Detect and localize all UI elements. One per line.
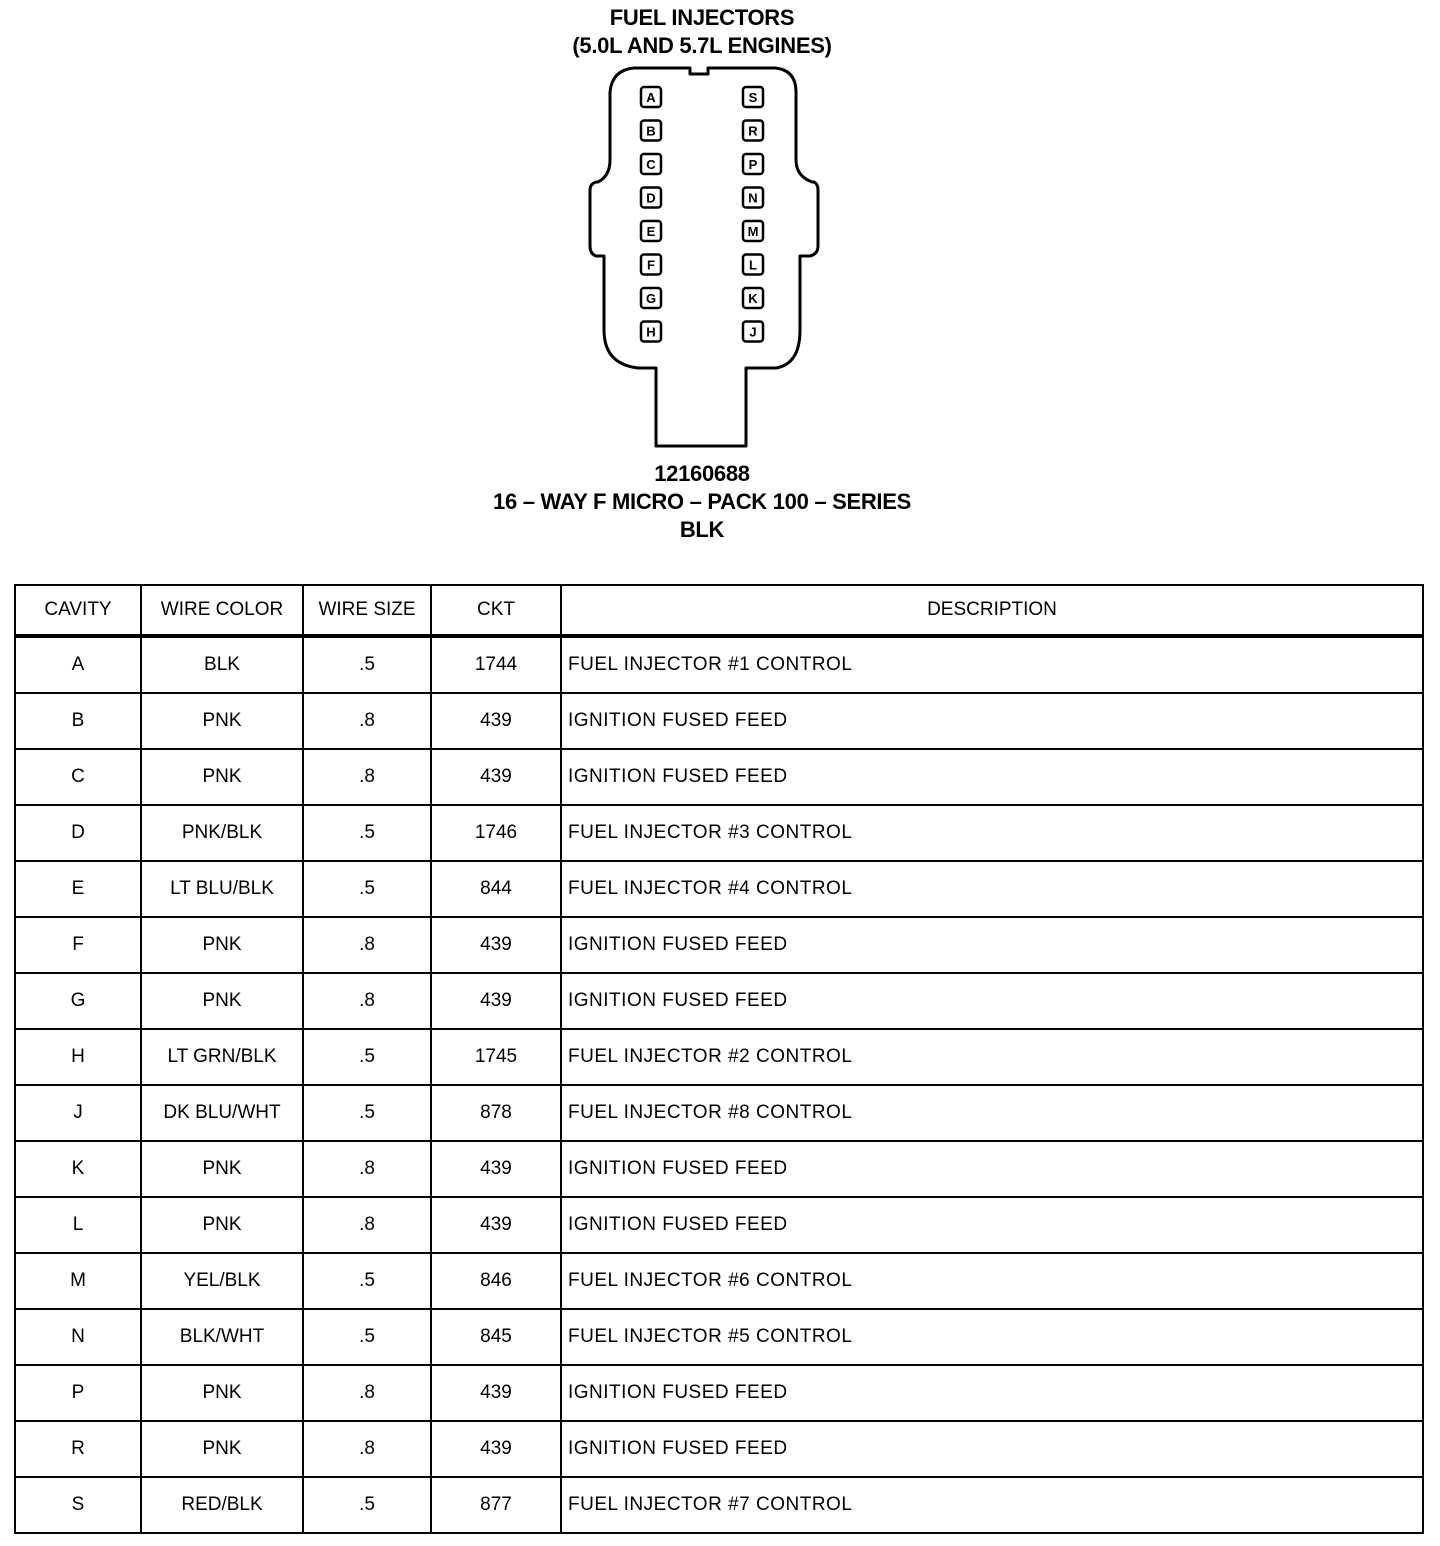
diagram-title: FUEL INJECTORS — [609, 5, 795, 30]
table-row — [15, 973, 1423, 1029]
cell-description: FUEL INJECTOR #1 CONTROL — [561, 636, 1423, 693]
pin-cavity — [641, 288, 661, 308]
header-wire-size: WIRE SIZE — [303, 585, 431, 636]
cell-cavity: D — [15, 805, 141, 861]
cell-description: FUEL INJECTOR #3 CONTROL — [561, 805, 1423, 861]
cell-wire-size: .5 — [303, 805, 431, 861]
table-row — [15, 1085, 1423, 1141]
cell-cavity: J — [15, 1085, 141, 1141]
pin-column-right — [743, 87, 763, 342]
cell-description: FUEL INJECTOR #2 CONTROL — [561, 1029, 1423, 1085]
cell-ckt: 845 — [431, 1309, 561, 1365]
table-row — [15, 1029, 1423, 1085]
header-cavity: CAVITY — [15, 585, 141, 636]
cell-wire-size: .5 — [303, 636, 431, 693]
cell-cavity: G — [15, 973, 141, 1029]
pin-label: C — [646, 157, 656, 172]
pin-label: H — [646, 324, 656, 340]
cell-cavity: P — [15, 1365, 141, 1421]
cell-wire-size: .5 — [303, 1085, 431, 1141]
cell-wire-size: .5 — [303, 1029, 431, 1085]
table-row — [15, 1421, 1423, 1477]
cell-ckt: 439 — [431, 749, 561, 805]
cell-wire-color: PNK — [141, 1421, 303, 1477]
cell-cavity: L — [15, 1197, 141, 1253]
cell-wire-color: YEL/BLK — [141, 1253, 303, 1309]
cell-ckt: 439 — [431, 973, 561, 1029]
cell-cavity: C — [15, 749, 141, 805]
pin-label: G — [645, 291, 657, 306]
pin-label: S — [748, 90, 758, 105]
cell-wire-size: .8 — [303, 1365, 431, 1421]
cell-wire-color: PNK/BLK — [141, 805, 303, 861]
pin-cavity — [641, 188, 661, 208]
cell-cavity: F — [15, 917, 141, 973]
cell-wire-color: RED/BLK — [141, 1477, 303, 1533]
pin-cavity — [641, 87, 661, 107]
cell-cavity: B — [15, 693, 141, 749]
cell-wire-size: .8 — [303, 1421, 431, 1477]
cell-wire-color: PNK — [141, 973, 303, 1029]
table-row — [15, 1141, 1423, 1197]
pin-label: K — [748, 291, 758, 306]
cell-description: IGNITION FUSED FEED — [561, 1141, 1423, 1197]
cell-wire-color: PNK — [141, 1365, 303, 1421]
table-row — [15, 1477, 1423, 1533]
pin-label: A — [646, 90, 656, 105]
cell-description: IGNITION FUSED FEED — [561, 917, 1423, 973]
cell-description: IGNITION FUSED FEED — [561, 1421, 1423, 1477]
pin-cavity — [641, 221, 661, 241]
connector-color: BLK — [679, 517, 725, 542]
cell-cavity: M — [15, 1253, 141, 1309]
cell-cavity: A — [15, 636, 141, 693]
header-description: DESCRIPTION — [561, 585, 1423, 636]
table-header-row — [15, 585, 1423, 636]
cell-ckt: 878 — [431, 1085, 561, 1141]
table-row — [15, 805, 1423, 861]
cell-description: FUEL INJECTOR #4 CONTROL — [561, 861, 1423, 917]
cell-ckt: 439 — [431, 1365, 561, 1421]
cell-ckt: 439 — [431, 1197, 561, 1253]
cell-wire-size: .8 — [303, 973, 431, 1029]
pin-label: N — [748, 190, 758, 206]
pin-cavity — [743, 188, 763, 208]
cell-ckt: 877 — [431, 1477, 561, 1533]
cell-wire-size: .8 — [303, 749, 431, 805]
cell-cavity: K — [15, 1141, 141, 1197]
pin-cavity — [743, 322, 763, 342]
cell-ckt: 439 — [431, 1421, 561, 1477]
pin-cavity — [743, 154, 763, 174]
pin-label: F — [647, 257, 655, 273]
cell-wire-size: .5 — [303, 861, 431, 917]
cell-wire-size: .8 — [303, 1141, 431, 1197]
cell-cavity: N — [15, 1309, 141, 1365]
cell-wire-size: .8 — [303, 1197, 431, 1253]
pin-cavity — [743, 221, 763, 241]
pin-cavity — [641, 255, 661, 275]
header-ckt: CKT — [431, 585, 561, 636]
cell-ckt: 439 — [431, 693, 561, 749]
cell-description: IGNITION FUSED FEED — [561, 749, 1423, 805]
cell-wire-color: LT BLU/BLK — [141, 861, 303, 917]
table-row — [15, 749, 1423, 805]
cell-description: FUEL INJECTOR #7 CONTROL — [561, 1477, 1423, 1533]
cell-wire-color: PNK — [141, 917, 303, 973]
cell-ckt: 439 — [431, 1141, 561, 1197]
pin-cavity — [743, 87, 763, 107]
table-row — [15, 1365, 1423, 1421]
pin-label: J — [749, 324, 757, 340]
pin-cavity — [641, 154, 661, 174]
connector-series: 16 – WAY F MICRO – PACK 100 – SERIES — [493, 489, 911, 514]
cell-ckt: 1746 — [431, 805, 561, 861]
table-row — [15, 1253, 1423, 1309]
table-row — [15, 1309, 1423, 1365]
cell-wire-size: .5 — [303, 1253, 431, 1309]
cell-ckt: 439 — [431, 917, 561, 973]
cell-wire-color: PNK — [141, 749, 303, 805]
cell-description: FUEL INJECTOR #6 CONTROL — [561, 1253, 1423, 1309]
table-row — [15, 861, 1423, 917]
part-number: 12160688 — [654, 461, 750, 486]
pin-label: M — [747, 224, 759, 239]
cell-description: IGNITION FUSED FEED — [561, 693, 1423, 749]
cell-ckt: 846 — [431, 1253, 561, 1309]
cell-cavity: R — [15, 1421, 141, 1477]
table-row — [15, 636, 1423, 693]
pin-label: E — [646, 224, 656, 239]
table-row — [15, 1197, 1423, 1253]
cell-cavity: H — [15, 1029, 141, 1085]
pin-label: D — [646, 190, 656, 206]
cell-description: IGNITION FUSED FEED — [561, 1365, 1423, 1421]
pin-label: P — [748, 157, 758, 172]
cell-wire-color: PNK — [141, 1141, 303, 1197]
pin-label: L — [749, 257, 757, 273]
cell-wire-color: DK BLU/WHT — [141, 1085, 303, 1141]
pin-cavity — [641, 322, 661, 342]
pin-cavity — [641, 121, 661, 141]
pin-column-left — [641, 87, 661, 342]
cell-description: FUEL INJECTOR #5 CONTROL — [561, 1309, 1423, 1365]
connector-face-diagram — [560, 62, 850, 452]
cell-wire-size: .5 — [303, 1309, 431, 1365]
cell-wire-color: PNK — [141, 693, 303, 749]
cell-wire-color: LT GRN/BLK — [141, 1029, 303, 1085]
cell-ckt: 1744 — [431, 636, 561, 693]
cell-description: FUEL INJECTOR #8 CONTROL — [561, 1085, 1423, 1141]
table-row — [15, 917, 1423, 973]
pin-label: B — [646, 123, 656, 139]
header-wire-color: WIRE COLOR — [141, 585, 303, 636]
cell-ckt: 1745 — [431, 1029, 561, 1085]
cell-cavity: S — [15, 1477, 141, 1533]
cell-wire-color: PNK — [141, 1197, 303, 1253]
cell-wire-color: BLK/WHT — [141, 1309, 303, 1365]
cell-wire-size: .5 — [303, 1477, 431, 1533]
cell-ckt: 844 — [431, 861, 561, 917]
cell-wire-size: .8 — [303, 917, 431, 973]
pin-cavity — [743, 288, 763, 308]
cell-description: IGNITION FUSED FEED — [561, 973, 1423, 1029]
cell-wire-size: .8 — [303, 693, 431, 749]
pin-label: R — [748, 123, 758, 139]
pin-cavity — [743, 255, 763, 275]
pin-cavity — [743, 121, 763, 141]
cell-cavity: E — [15, 861, 141, 917]
pinout-table — [14, 584, 1424, 1534]
cell-wire-color: BLK — [141, 636, 303, 693]
cell-description: IGNITION FUSED FEED — [561, 1197, 1423, 1253]
connector-outline — [590, 68, 818, 446]
table-row — [15, 693, 1423, 749]
diagram-subtitle: (5.0L AND 5.7L ENGINES) — [572, 33, 832, 58]
